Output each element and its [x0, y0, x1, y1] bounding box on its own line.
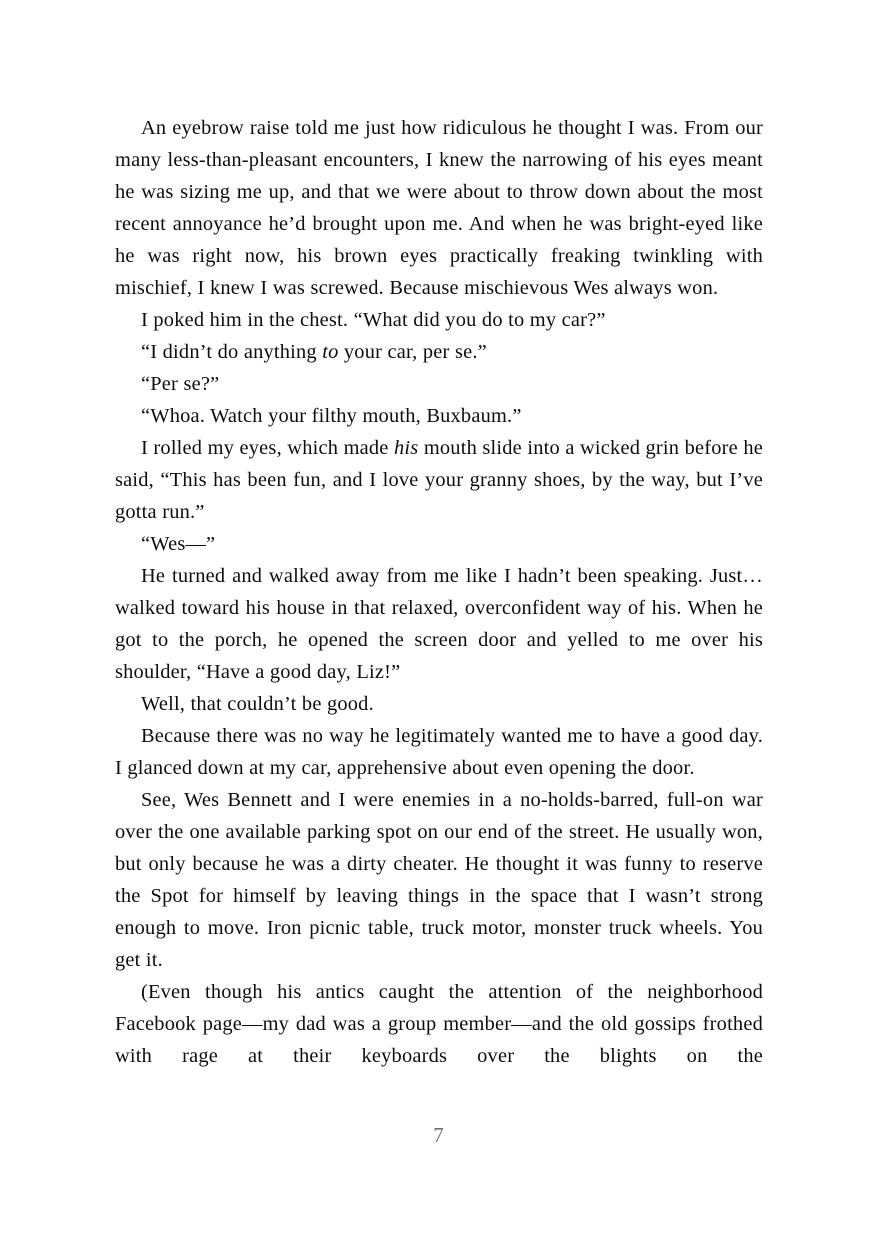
text-run: mouth slide into a wicked grin before he said, “This has been fun, and I love your granny shoes, by the way, but I’ve gotta run.”	[115, 437, 763, 523]
page-number: 7	[433, 1123, 444, 1147]
paragraph	[115, 784, 763, 976]
paragraph	[115, 528, 763, 560]
paragraph	[115, 432, 763, 528]
text-run: Well, that couldn’t be good.	[141, 693, 374, 715]
text-run: I poked him in the chest. “What did you do to my car?”	[141, 309, 606, 331]
text-run: “Whoa. Watch your filthy mouth, Buxbaum.”	[141, 405, 522, 427]
paragraph	[115, 368, 763, 400]
paragraph	[115, 560, 763, 688]
paragraph	[115, 112, 763, 304]
text-run: He turned and walked away from me like I hadn’t been speaking. Just… walked toward his house in that relaxed, overconfident way of his. When he got to the porch, he opened the screen door and yelled to me over his shoulder, “Have a good day, Liz!”	[115, 565, 763, 683]
text-run: I rolled my eyes, which made	[141, 437, 394, 459]
paragraph	[115, 720, 763, 784]
paragraph	[115, 688, 763, 720]
text-run: An eyebrow raise told me just how ridiculous he thought I was. From our many less-than-pleasant encounters, I knew the narrowing of his eyes meant he was sizing me up, and that we were about to throw down about the most recent annoyance he’d brought upon me. And when he was bright-eyed like he was right now, his brown eyes practically freaking twinkling with mischief, I knew I was screwed. Because mischievous Wes always won.	[115, 117, 763, 299]
emphasis-text: to	[322, 341, 339, 363]
emphasis-text: his	[393, 437, 419, 459]
paragraph	[115, 976, 763, 1104]
paragraph	[115, 336, 763, 368]
text-run: Because there was no way he legitimately wanted me to have a good day. I glanced down at my car, apprehensive about even opening the door.	[115, 725, 763, 779]
text-run: “I didn’t do anything	[141, 341, 323, 363]
body-text-block	[115, 112, 763, 1104]
paragraph	[115, 304, 763, 336]
text-run: “Wes—”	[141, 533, 216, 555]
text-run: “Per se?”	[141, 373, 220, 395]
text-run: See, Wes Bennett and I were enemies in a no-holds-barred, full-on war over the one available parking spot on our end of the street. He usually won, but only because he was a dirty cheater. He thought it was funny to reserve the Spot for himself by leaving things in the space that I wasn’t strong enough to move. Iron picnic table, truck motor, monster truck wheels. You get it.	[115, 789, 763, 971]
paragraph	[115, 400, 763, 432]
text-run: (Even though his antics caught the attention of the neighborhood Facebook page—my dad was a group member—and the old gossips frothed with rage at their keyboards over the blights on the	[115, 981, 763, 1067]
text-run: your car, per se.”	[338, 341, 487, 363]
